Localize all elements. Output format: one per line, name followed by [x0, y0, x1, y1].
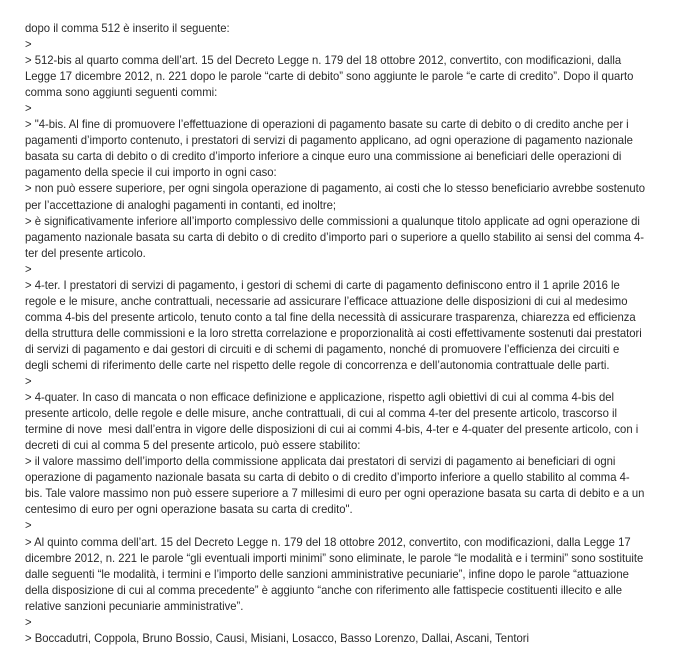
paragraph-intro: dopo il comma 512 è inserito il seguente: — [25, 22, 230, 35]
paragraph-comma-4-quater-lett-a: > il valore massimo dell’importo della commissione applicata dai prestatori di servizi di pagamento ai beneficiari di ogni operazione di pagamento nazionale basata su carta di debito o di credito d’importo inferiore a quello stabilito al comma 4-bis. Tale valore massimo non può essere superiore a 7 millesimi di euro per ogni operazione basata su carta di debito e a un centesimo di euro per ogni operazione basata su carta di credito". — [25, 455, 648, 517]
paragraph-signatories: > Boccadutri, Coppola, Bruno Bossio, Causi, Misiani, Losacco, Basso Lorenzo, Dallai, Ascani, Tentori — [25, 631, 529, 645]
quote-marker: > — [25, 262, 32, 276]
paragraph-quinto-comma: > Al quinto comma dell’art. 15 del Decreto Legge n. 179 del 18 ottobre 2012, convertito, con modificazioni, dalla Legge 17 dicembre 2012, n. 221 le parole “gli eventuali importi minimi” sono eliminate, le parole “le modalità e i termini” sono sostituite dalle seguenti “le modalità, i termini e l’importo delle sanzioni amministrative pecuniarie”, infine dopo le parole “attuazione della disposizione di cui al comma precedente” è aggiunto “anche con riferimento alle fattispecie costituenti illecito e alle relative sanzioni pecuniarie amministrative”. — [25, 535, 647, 613]
paragraph-comma-4-bis-lett-b: > è significativamente inferiore all’importo complessivo delle commissioni a qualunque titolo applicate ad ogni operazione di pagamento nazionale basata su carta di debito o di credito d’importo pari o superiore a quello stabilito ai sensi del comma 4-ter del presente articolo. — [25, 214, 645, 260]
quote-marker: > — [25, 519, 32, 533]
paragraph-comma-4-bis-lett-a: > non può essere superiore, per ogni singola operazione di pagamento, ai costi che lo stesso beneficiario avrebbe sostenuto per l’accettazione di analoghi pagamenti in contanti, ed inoltre; — [25, 182, 649, 212]
document-text-body — [25, 21, 649, 647]
quote-marker: > — [25, 375, 32, 389]
quote-marker: > — [25, 102, 32, 116]
paragraph-comma-4-quater: > 4-quater. In caso di mancata o non efficace definizione e applicazione, rispetto agli obiettivi di cui al comma 4-bis del presente articolo, delle regole e delle misure, anche contrattuali, di cui al comma 4-ter del presente articolo, trascorso il termine di nove mesi dall’entra in vigore delle disposizioni di cui ai commi 4-bis, 4-ter e 4-quater del presente articolo, con i decreti di cui al comma 5 del presente articolo, può essere stabilito: — [25, 391, 642, 453]
paragraph-comma-4-ter: > 4-ter. I prestatori di servizi di pagamento, i gestori di schemi di carte di pagamento definiscono entro il 1 aprile 2016 le regole e le misure, anche contrattuali, necessarie ad assicurare l’efficace attuazione delle disposizioni di cui al medesimo comma 4-bis del presente articolo, tenuto conto a tal fine della necessità di assicurare trasparenza, chiarezza ed efficienza della struttura delle commissioni e la loro stretta correlazione e proporzionalità ai costi effettivamente sostenuti dai prestatori di servizi di pagamento e dai gestori di circuiti e di schemi di pagamento, nonché di promuovere l’efficienza dei circuiti e degli schemi di riferimento delle carte nel rispetto delle regole di concorrenza e dell’autonomia contrattuale delle parti. — [25, 278, 645, 372]
paragraph-comma-512-bis: > 512-bis al quarto comma dell’art. 15 del Decreto Legge n. 179 del 18 ottobre 2012, convertito, con modificazioni, dalla Legge 17 dicembre 2012, n. 221 dopo le parole “carte di debito” sono aggiunte le parole “e carte di credito”. Dopo il quarto comma sono aggiunti seguenti commi: — [25, 54, 637, 100]
quote-marker: > — [25, 615, 32, 629]
paragraph-comma-4-bis: > "4-bis. Al fine di promuovere l’effettuazione di operazioni di pagamento basate su carte di debito o di credito anche per i pagamenti d’importo contenuto, i prestatori di servizi di pagamento applicano, ad ogni operazione di pagamento nazionale basata su carta di debito o di credito d’importo inferiore a cinque euro una commissione ai beneficiari delle operazioni di pagamento della specie il cui importo in ogni caso: — [25, 118, 636, 180]
quote-marker: > — [25, 38, 32, 52]
